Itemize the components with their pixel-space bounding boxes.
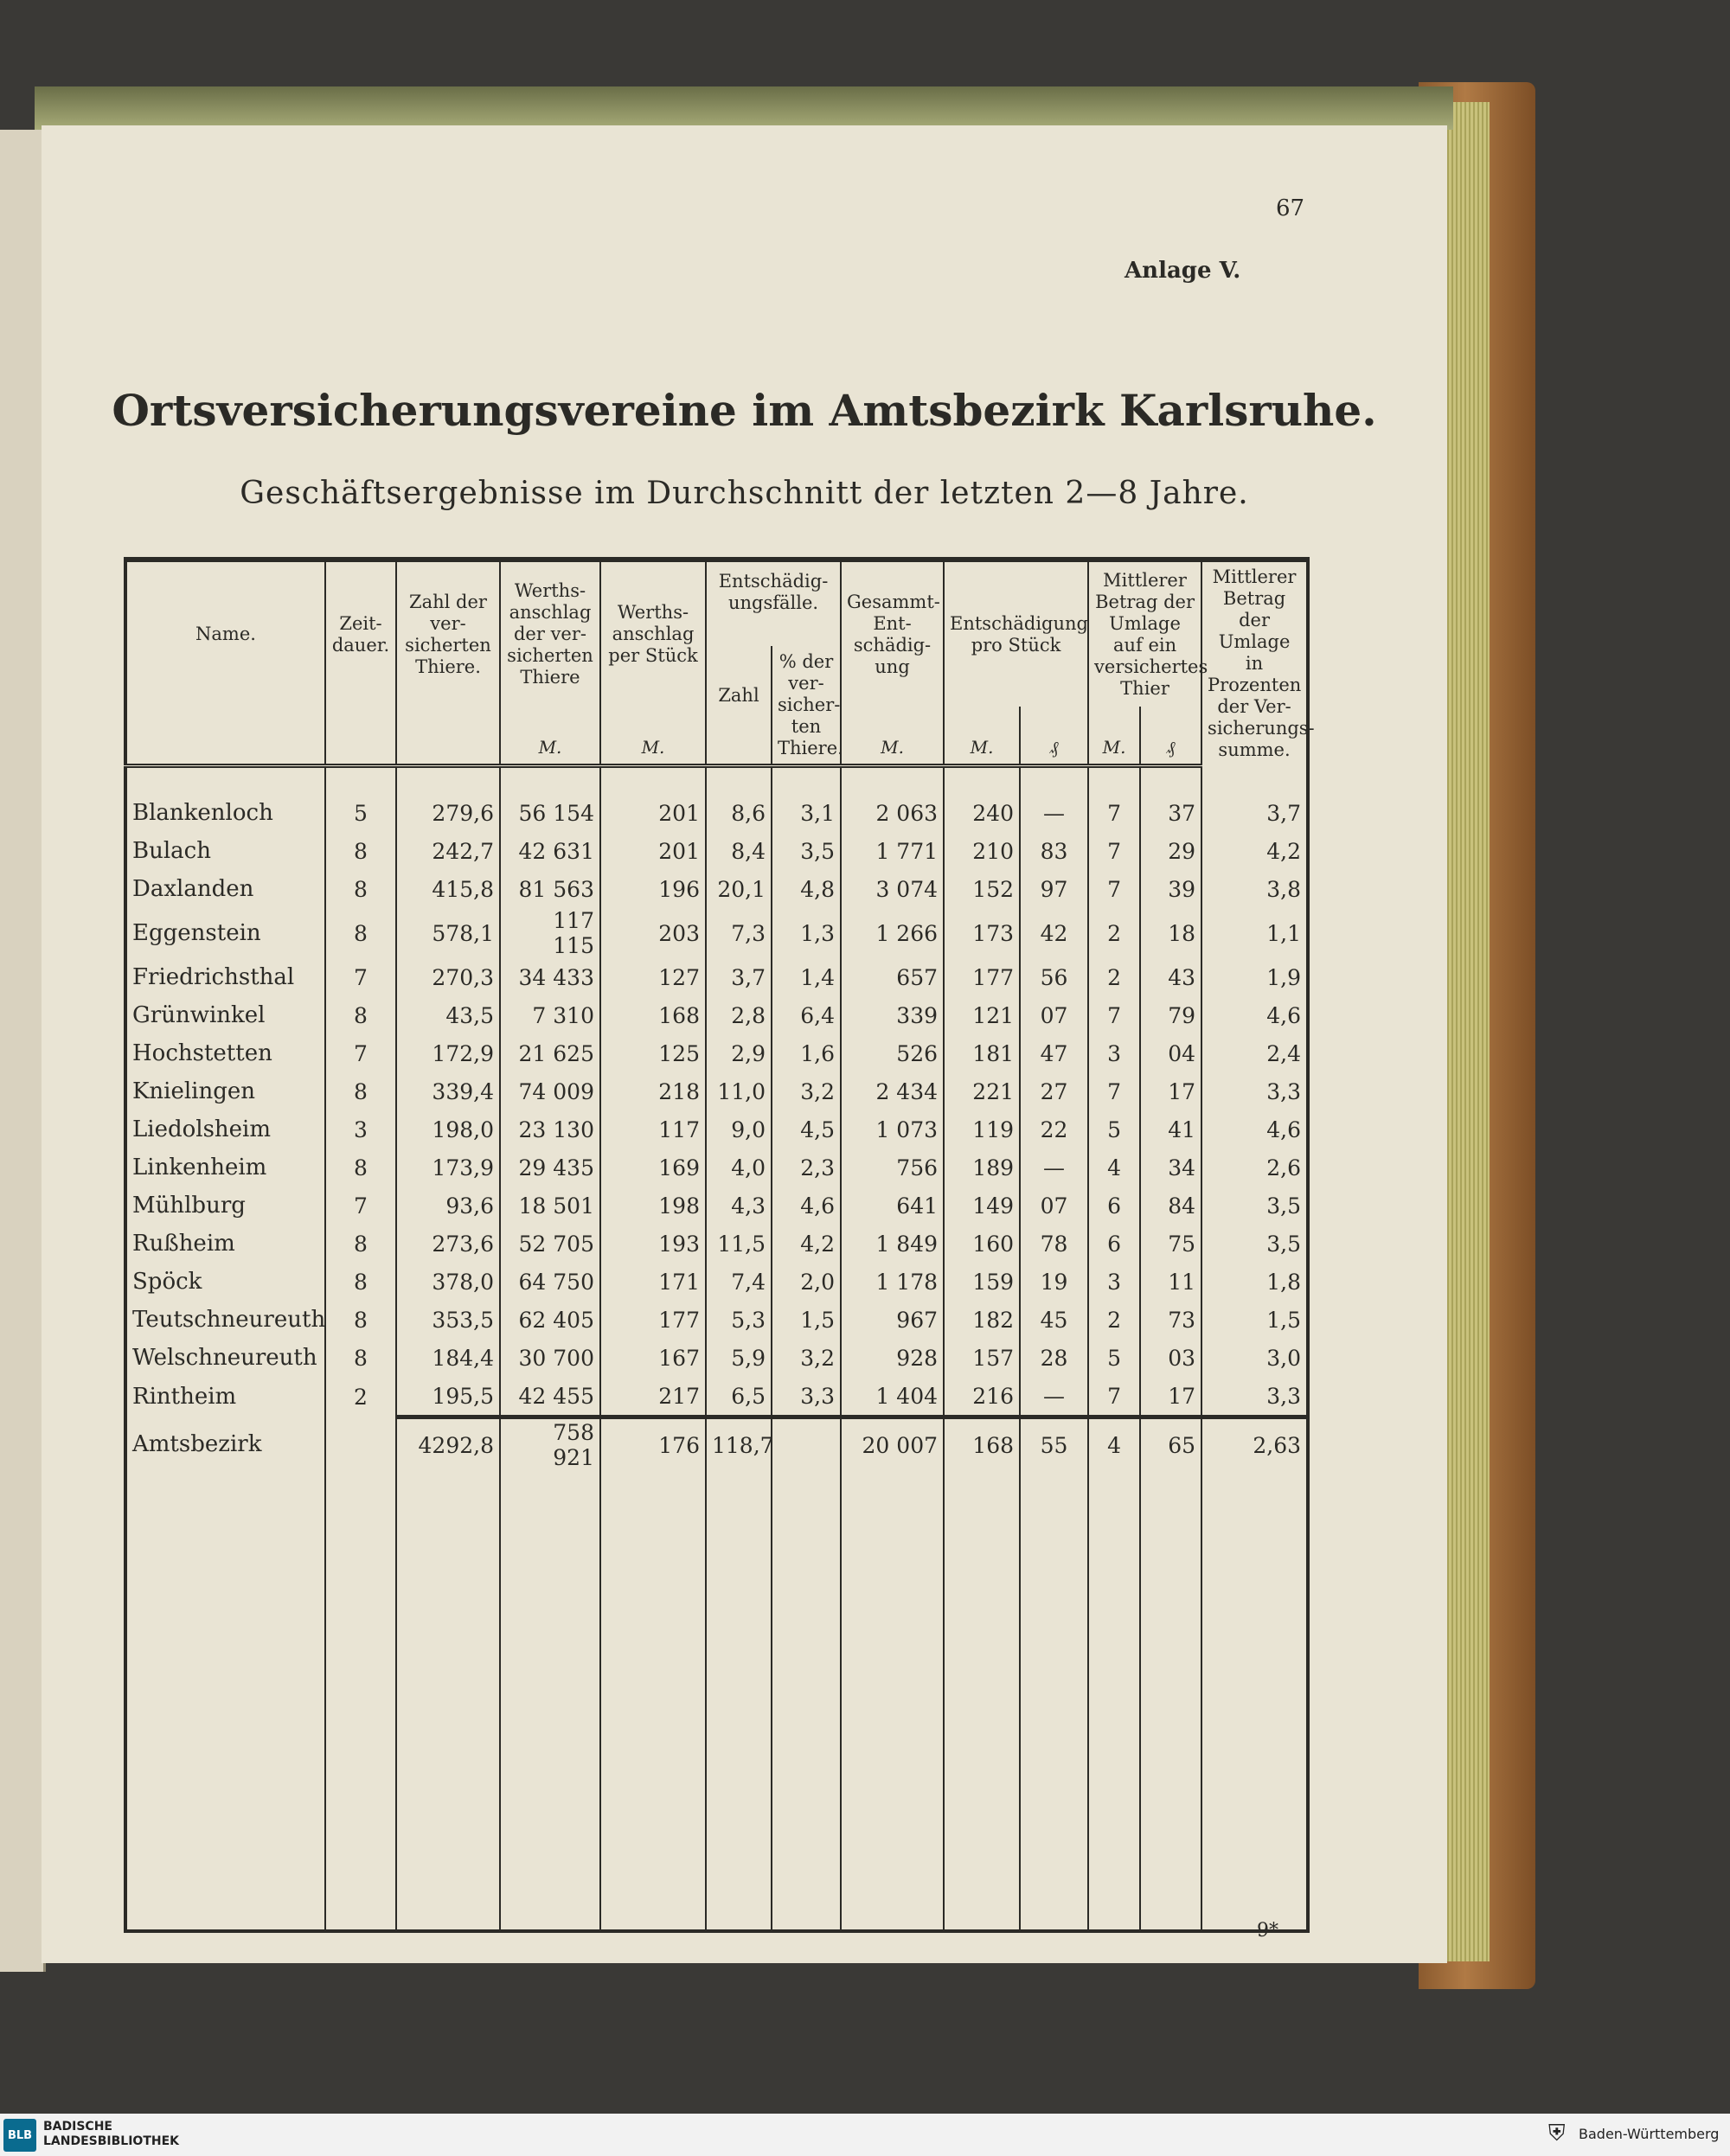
cell-proz: 3,5	[1201, 1187, 1308, 1225]
blb-logo[interactable]: BLB	[3, 2119, 36, 2152]
cell-werth: 7 310	[500, 996, 600, 1034]
cell-zahl: 273,6	[396, 1225, 500, 1263]
cell-um: 5	[1088, 1339, 1140, 1377]
cell-pp: 56	[1020, 958, 1088, 996]
cell-zeit: 7	[325, 1187, 396, 1225]
cell-zeit: 8	[325, 996, 396, 1034]
cell-name: Rußheim	[132, 1231, 235, 1257]
cell-stueck: 217	[600, 1377, 706, 1417]
annex-label: Anlage V.	[1124, 258, 1241, 284]
header-entschaedigungsfaelle: Entschädig-ungsfälle.	[706, 560, 841, 646]
cell-ges: 1 771	[841, 832, 944, 870]
cell-stueck: 218	[600, 1072, 706, 1110]
header-werthsanschlag-stueck: Werths-anschlag per Stück	[600, 560, 706, 707]
cell-up: 17	[1140, 1377, 1201, 1417]
header-zeitdauer: Zeit-dauer.	[325, 560, 396, 707]
cell-zahl: 279,6	[396, 794, 500, 832]
cell-name: Teutschneureuth	[132, 1307, 326, 1333]
cell-up: 11	[1140, 1263, 1201, 1301]
cell-proz: 1,5	[1201, 1301, 1308, 1339]
cell-proz: 3,3	[1201, 1072, 1308, 1110]
cell-fz: 4,0	[706, 1148, 772, 1187]
header-umlage-prozent: Mittlerer Betrag der Umlage in Prozenten der Ver-sicherungs-summe.	[1201, 560, 1308, 766]
table-row	[125, 1110, 1308, 1148]
cell-zahl: 198,0	[396, 1110, 500, 1148]
cell-up: 65	[1140, 1417, 1201, 1472]
cell-ges: 1 404	[841, 1377, 944, 1417]
cell-fp: 1,6	[772, 1034, 841, 1072]
cell-um: 3	[1088, 1263, 1140, 1301]
cell-pm: 221	[944, 1072, 1020, 1110]
cell-fz: 7,3	[706, 908, 772, 958]
cell-werth: 30 700	[500, 1339, 600, 1377]
cell-zahl: 195,5	[396, 1377, 500, 1417]
table-row	[125, 794, 1308, 832]
table-row	[125, 996, 1308, 1034]
cell-pm: 210	[944, 832, 1020, 870]
cell-zahl: 415,8	[396, 870, 500, 908]
cell-stueck: 169	[600, 1148, 706, 1187]
cell-fp: 2,3	[772, 1148, 841, 1187]
header-faelle-prozent: % der ver-sicher-ten Thiere.	[772, 646, 841, 766]
cell-zeit: 8	[325, 908, 396, 958]
unit-mark: M.	[500, 707, 600, 766]
cell-ges: 2 434	[841, 1072, 944, 1110]
cell-werth: 18 501	[500, 1187, 600, 1225]
cell-pm: 119	[944, 1110, 1020, 1148]
cell-pm: 149	[944, 1187, 1020, 1225]
cell-um: 5	[1088, 1110, 1140, 1148]
cell-zahl: 578,1	[396, 908, 500, 958]
cell-proz: 3,0	[1201, 1339, 1308, 1377]
cell-pm: 240	[944, 794, 1020, 832]
cell-fz: 2,8	[706, 996, 772, 1034]
cell-up: 73	[1140, 1301, 1201, 1339]
cell-proz: 3,3	[1201, 1377, 1308, 1417]
header-faelle-zahl: Zahl	[706, 646, 772, 707]
cell-werth: 29 435	[500, 1148, 600, 1187]
cell-fz: 8,6	[706, 794, 772, 832]
cell-stueck: 176	[600, 1417, 706, 1472]
cell-zahl: 93,6	[396, 1187, 500, 1225]
cell-zeit: 8	[325, 870, 396, 908]
cell-fp: 3,1	[772, 794, 841, 832]
cell-fz: 9,0	[706, 1110, 772, 1148]
table-row	[125, 1034, 1308, 1072]
cell-fz: 3,7	[706, 958, 772, 996]
cell-werth: 758 921	[500, 1417, 600, 1472]
cell-stueck: 168	[600, 996, 706, 1034]
unit-pfennig: ₰	[1140, 707, 1201, 766]
cell-stueck: 203	[600, 908, 706, 958]
cell-fp: 1,4	[772, 958, 841, 996]
cell-ges: 1 849	[841, 1225, 944, 1263]
cell-name: Friedrichsthal	[132, 964, 295, 990]
cell-zahl: 173,9	[396, 1148, 500, 1187]
header-werthsanschlag: Werths-anschlag der ver-sicherten Thiere	[500, 560, 600, 707]
cell-name: Bulach	[132, 838, 211, 864]
cell-stueck: 198	[600, 1187, 706, 1225]
baden-wuerttemberg-coat-of-arms-icon: ⛨	[1548, 2121, 1566, 2146]
cell-um: 4	[1088, 1417, 1140, 1472]
cell-up: 03	[1140, 1339, 1201, 1377]
cell-name: Mühlburg	[132, 1193, 246, 1219]
table-row	[125, 870, 1308, 908]
table-row	[125, 958, 1308, 996]
cell-pm: 121	[944, 996, 1020, 1034]
left-page-edge	[0, 130, 46, 1972]
cell-zeit: 2	[325, 1377, 396, 1417]
cell-proz: 1,8	[1201, 1263, 1308, 1301]
cell-up: 84	[1140, 1187, 1201, 1225]
cell-pm: 216	[944, 1377, 1020, 1417]
cell-proz: 3,7	[1201, 794, 1308, 832]
cell-zahl: 184,4	[396, 1339, 500, 1377]
cell-stueck: 177	[600, 1301, 706, 1339]
cell-um: 3	[1088, 1034, 1140, 1072]
cell-stueck: 117	[600, 1110, 706, 1148]
library-name-line2: LANDESBIBLIOTHEK	[43, 2134, 180, 2148]
header-zahl: Zahl der ver-sicherten Thiere.	[396, 560, 500, 707]
cell-werth: 117 115	[500, 908, 600, 958]
cell-proz: 2,4	[1201, 1034, 1308, 1072]
cell-up: 43	[1140, 958, 1201, 996]
cell-fz: 20,1	[706, 870, 772, 908]
cell-um: 6	[1088, 1187, 1140, 1225]
unit-mark: M.	[600, 707, 706, 766]
cell-ges: 928	[841, 1339, 944, 1377]
cell-ges: 2 063	[841, 794, 944, 832]
cell-up: 79	[1140, 996, 1201, 1034]
cell-werth: 62 405	[500, 1301, 600, 1339]
library-name-line1: BADISCHE	[43, 2120, 112, 2134]
cell-up: 37	[1140, 794, 1201, 832]
cell-fz: 11,0	[706, 1072, 772, 1110]
cell-fz: 6,5	[706, 1377, 772, 1417]
cell-zeit: 8	[325, 1148, 396, 1187]
cell-ges: 20 007	[841, 1417, 944, 1472]
table-row	[125, 1187, 1308, 1225]
cell-name: Blankenloch	[132, 800, 273, 826]
cell-zahl: 270,3	[396, 958, 500, 996]
cell-fz: 8,4	[706, 832, 772, 870]
unit-mark: M.	[944, 707, 1020, 766]
cell-proz: 3,8	[1201, 870, 1308, 908]
cell-um: 7	[1088, 1072, 1140, 1110]
cell-fp: 4,8	[772, 870, 841, 908]
cell-up: 17	[1140, 1072, 1201, 1110]
cell-pp: 45	[1020, 1301, 1088, 1339]
cell-werth: 52 705	[500, 1225, 600, 1263]
cell-proz: 4,6	[1201, 1110, 1308, 1148]
cell-fz: 4,3	[706, 1187, 772, 1225]
cell-stueck: 201	[600, 832, 706, 870]
cell-zeit: 7	[325, 958, 396, 996]
cell-pp: —	[1020, 1377, 1088, 1417]
cell-pp: 47	[1020, 1034, 1088, 1072]
results-table	[124, 557, 1315, 1933]
cell-pp: —	[1020, 794, 1088, 832]
cell-name: Amtsbezirk	[132, 1430, 262, 1457]
cell-up: 41	[1140, 1110, 1201, 1148]
cell-zahl: 172,9	[396, 1034, 500, 1072]
table-row	[125, 1225, 1308, 1263]
cell-fp: 3,3	[772, 1377, 841, 1417]
cell-up: 75	[1140, 1225, 1201, 1263]
unit-pfennig: ₰	[1020, 707, 1088, 766]
cell-pm: 159	[944, 1263, 1020, 1301]
cell-zahl: 43,5	[396, 996, 500, 1034]
header-umlage: Mittlerer Betrag der Umlage auf ein versichertes Thier	[1088, 560, 1201, 707]
cell-fp: 3,2	[772, 1072, 841, 1110]
cell-zeit	[325, 1417, 396, 1472]
cell-um: 7	[1088, 794, 1140, 832]
cell-zahl: 378,0	[396, 1263, 500, 1301]
cell-up: 18	[1140, 908, 1201, 958]
cell-zahl: 4292,8	[396, 1417, 500, 1472]
table-row	[125, 908, 1308, 958]
cell-um: 2	[1088, 1301, 1140, 1339]
cell-zeit: 7	[325, 1034, 396, 1072]
cell-name: Spöck	[132, 1269, 202, 1295]
cell-zeit: 8	[325, 1225, 396, 1263]
cell-zeit: 8	[325, 1263, 396, 1301]
cell-pm: 168	[944, 1417, 1020, 1472]
header-pro-stueck: Entschädigung pro Stück	[944, 560, 1088, 707]
table-row	[125, 1339, 1308, 1377]
cell-werth: 42 631	[500, 832, 600, 870]
cell-proz: 2,63	[1201, 1417, 1308, 1472]
cell-ges: 1 266	[841, 908, 944, 958]
cell-up: 34	[1140, 1148, 1201, 1187]
cell-um: 7	[1088, 870, 1140, 908]
cell-proz: 3,5	[1201, 1225, 1308, 1263]
cell-up: 29	[1140, 832, 1201, 870]
cell-werth: 23 130	[500, 1110, 600, 1148]
cell-name: Liedolsheim	[132, 1116, 272, 1142]
cell-stueck: 127	[600, 958, 706, 996]
cell-fz: 2,9	[706, 1034, 772, 1072]
page-title: Ortsversicherungsvereine im Amtsbezirk Karlsruhe.	[112, 385, 1377, 436]
library-name[interactable]	[43, 2120, 179, 2149]
cell-pp: 07	[1020, 996, 1088, 1034]
cell-um: 2	[1088, 958, 1140, 996]
cell-pm: 157	[944, 1339, 1020, 1377]
header-gesamt: Gesammt-Ent-schädig-ung	[841, 560, 944, 707]
cell-um: 4	[1088, 1148, 1140, 1187]
cell-um: 7	[1088, 832, 1140, 870]
cell-pm: 181	[944, 1034, 1020, 1072]
cell-pp: 55	[1020, 1417, 1088, 1472]
cell-ges: 641	[841, 1187, 944, 1225]
cell-proz: 4,2	[1201, 832, 1308, 870]
cell-pm: 152	[944, 870, 1020, 908]
cell-name: Rintheim	[132, 1384, 237, 1411]
cell-fp: 4,5	[772, 1110, 841, 1148]
cell-werth: 64 750	[500, 1263, 600, 1301]
cell-werth: 34 433	[500, 958, 600, 996]
cell-ges: 1 178	[841, 1263, 944, 1301]
cell-um: 7	[1088, 1377, 1140, 1417]
page-subtitle: Geschäftsergebnisse im Durchschnitt der letzten 2—8 Jahre.	[240, 476, 1249, 511]
cell-stueck: 201	[600, 794, 706, 832]
cell-werth: 81 563	[500, 870, 600, 908]
cell-ges: 1 073	[841, 1110, 944, 1148]
cell-name: Hochstetten	[132, 1040, 272, 1066]
cell-fp: 3,2	[772, 1339, 841, 1377]
header-name: Name.	[195, 624, 256, 644]
cell-pm: 173	[944, 908, 1020, 958]
cell-name: Linkenheim	[132, 1155, 267, 1180]
cell-fp: 1,5	[772, 1301, 841, 1339]
cell-pp: 07	[1020, 1187, 1088, 1225]
cell-fz: 5,9	[706, 1339, 772, 1377]
cell-stueck: 125	[600, 1034, 706, 1072]
cell-pm: 177	[944, 958, 1020, 996]
cell-pp: 42	[1020, 908, 1088, 958]
cell-pp: 28	[1020, 1339, 1088, 1377]
cell-proz: 4,6	[1201, 996, 1308, 1034]
table-row	[125, 1377, 1308, 1417]
cell-stueck: 196	[600, 870, 706, 908]
cell-zahl: 339,4	[396, 1072, 500, 1110]
cell-zeit: 8	[325, 832, 396, 870]
cell-name: Grünwinkel	[132, 1002, 266, 1028]
cell-um: 2	[1088, 908, 1140, 958]
table-row	[125, 1148, 1308, 1187]
cell-fp	[772, 1417, 841, 1472]
cell-pp: 22	[1020, 1110, 1088, 1148]
cell-pp: 83	[1020, 832, 1088, 870]
cell-pp: 78	[1020, 1225, 1088, 1263]
cell-werth: 21 625	[500, 1034, 600, 1072]
cell-ges: 967	[841, 1301, 944, 1339]
book-top-edge	[35, 86, 1453, 130]
cell-fp: 3,5	[772, 832, 841, 870]
table-row	[125, 832, 1308, 870]
cell-pm: 182	[944, 1301, 1020, 1339]
cell-ges: 339	[841, 996, 944, 1034]
table-row	[125, 1301, 1308, 1339]
cell-fz: 118,7	[706, 1417, 772, 1472]
cell-name: Welschneureuth	[132, 1345, 317, 1371]
cell-zeit: 8	[325, 1339, 396, 1377]
cell-werth: 56 154	[500, 794, 600, 832]
printer-signature: 9*	[1257, 1920, 1278, 1942]
cell-um: 7	[1088, 996, 1140, 1034]
cell-ges: 526	[841, 1034, 944, 1072]
cell-fp: 4,6	[772, 1187, 841, 1225]
table-row	[125, 1072, 1308, 1110]
state-name[interactable]: Baden-Württemberg	[1579, 2126, 1720, 2142]
cell-name: Knielingen	[132, 1078, 256, 1104]
unit-mark: M.	[1088, 707, 1140, 766]
cell-zeit: 5	[325, 794, 396, 832]
cell-zeit: 8	[325, 1072, 396, 1110]
cell-zahl: 242,7	[396, 832, 500, 870]
cell-stueck: 193	[600, 1225, 706, 1263]
cell-ges: 756	[841, 1148, 944, 1187]
cell-up: 39	[1140, 870, 1201, 908]
total-row	[125, 1417, 1308, 1472]
cell-pm: 160	[944, 1225, 1020, 1263]
cell-werth: 74 009	[500, 1072, 600, 1110]
cell-name: Eggenstein	[132, 920, 261, 946]
cell-fp: 2,0	[772, 1263, 841, 1301]
cell-name: Daxlanden	[132, 876, 254, 902]
cell-proz: 1,9	[1201, 958, 1308, 996]
cell-werth: 42 455	[500, 1377, 600, 1417]
cell-fz: 7,4	[706, 1263, 772, 1301]
cell-fz: 5,3	[706, 1301, 772, 1339]
page-number: 67	[1276, 195, 1305, 221]
cell-fp: 1,3	[772, 908, 841, 958]
cell-pm: 189	[944, 1148, 1020, 1187]
cell-fp: 4,2	[772, 1225, 841, 1263]
cell-um: 6	[1088, 1225, 1140, 1263]
unit-mark: M.	[841, 707, 944, 766]
cell-fz: 11,5	[706, 1225, 772, 1263]
cell-stueck: 171	[600, 1263, 706, 1301]
cell-pp: 97	[1020, 870, 1088, 908]
cell-stueck: 167	[600, 1339, 706, 1377]
cell-zeit: 8	[325, 1301, 396, 1339]
cell-ges: 3 074	[841, 870, 944, 908]
cell-zahl: 353,5	[396, 1301, 500, 1339]
footer-bar	[0, 2114, 1730, 2156]
cell-zeit: 3	[325, 1110, 396, 1148]
cell-proz: 2,6	[1201, 1148, 1308, 1187]
cell-up: 04	[1140, 1034, 1201, 1072]
table-row	[125, 1263, 1308, 1301]
cell-pp: —	[1020, 1148, 1088, 1187]
cell-proz: 1,1	[1201, 908, 1308, 958]
cell-fp: 6,4	[772, 996, 841, 1034]
cell-pp: 19	[1020, 1263, 1088, 1301]
cell-pp: 27	[1020, 1072, 1088, 1110]
cell-ges: 657	[841, 958, 944, 996]
